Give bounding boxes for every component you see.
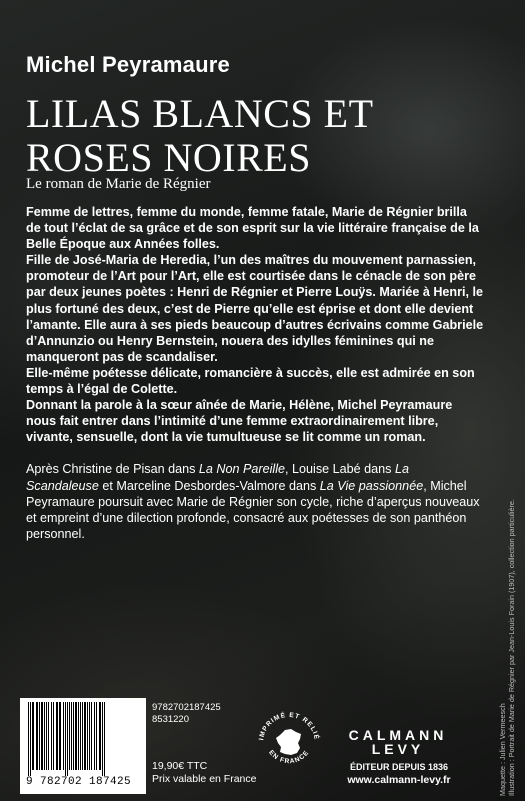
made-in-france-seal [254, 708, 324, 778]
isbn-number: 9782702187425 [152, 702, 221, 713]
publisher-name-line-2: LEVY [371, 741, 425, 757]
closing-text: , Louise Labé dans [285, 462, 395, 477]
closing-text: Après Christine de Pisan dans [26, 462, 199, 477]
publisher-name-line-1: CALMANN [348, 727, 448, 743]
author-name: Michel Peyramaure [26, 52, 230, 77]
barcode-digits: 9 782702 187425 [26, 776, 132, 788]
closing-text: et Marceline Desbordes-Valmore dans [98, 478, 320, 493]
isbn-block [152, 702, 221, 726]
design-credits [498, 499, 516, 796]
france-map-icon [276, 729, 301, 755]
book-title-line-1: LILAS BLANCS ET [26, 91, 374, 136]
blurb-paragraph: Femme de lettres, femme du monde, femme fatale, Marie de Régnier brilla de tout l’éclat de sa grâce et de son esprit sur la vie littéraire française de la Belle Époque aux Années folles. [26, 205, 479, 252]
credit-illustration: Illustration : Portrait de Marie de Régnier par Jean-Louis Forain (1907), collection particulière. [507, 499, 516, 796]
blurb-paragraph: Donnant la parole à la sœur aînée de Marie, Hélène, Michel Peyramaure nous fait entrer dans l’intimité d’une femme extraordinairement libre, vivante, sensuelle, dont la vie tumultueuse se lit comme un roman. [26, 398, 453, 445]
book-reference-title: La Scandaleuse [26, 462, 409, 493]
closing-text: , Michel Peyramaure poursuit avec Marie de Régnier son cycle, riche d’aperçus nouveaux et empreint d’une dilection profonde, consacré aux poétesses de son panthéon personnel. [26, 478, 480, 541]
publisher-logo [348, 728, 448, 756]
book-title-line-2: ROSES NOIRES [26, 135, 311, 180]
price-block [152, 760, 256, 786]
price-note: Prix valable en France [152, 773, 257, 785]
book-reference-title: La Vie passionnée [319, 478, 424, 493]
seal-top-text: IMPRIMÉ ET RELIÉ [258, 711, 320, 741]
book-title [26, 92, 374, 180]
closing-paragraph [26, 461, 484, 541]
price: 19,90€ TTC [152, 760, 208, 772]
barcode-bars [26, 702, 140, 776]
publisher-website: www.calmann-levy.fr [347, 774, 451, 786]
book-subtitle: Le roman de Marie de Régnier [26, 176, 211, 192]
seal-bottom-text: EN FRANCE [267, 749, 311, 766]
barcode [20, 698, 146, 794]
blurb-paragraph: Elle-même poétesse délicate, romancière à succès, elle est admirée en son temps à l’égal de Colette. [26, 365, 475, 397]
blurb-paragraph: Fille de José-Maria de Heredia, l’un des maîtres du mouvement parnassien, promoteur de l’Art pour l’Art, elle est courtisée dans le cénacle de son père par deux jeunes poètes : Henri de Régnier et Pierre Louÿs. Mariée à Henri, le plus fortuné des deux, c’est de Pierre qu’elle est éprise et dont elle devient l’amante. Elle aura à ses pieds beaucoup d’autres écrivains comme Gabriele d’Annunzio ou Henry Bernstein, nouera des idylles féminines qui ne manqueront pas de scandaliser. [26, 253, 484, 364]
isbn-code: 8531220 [152, 714, 189, 725]
publisher-tagline: ÉDITEUR DEPUIS 1836 [349, 762, 449, 772]
credit-design: Maquette : Julien Vermeesch [498, 703, 507, 796]
book-reference-title: La Non Pareille [198, 462, 286, 477]
blurb-text [26, 204, 484, 542]
